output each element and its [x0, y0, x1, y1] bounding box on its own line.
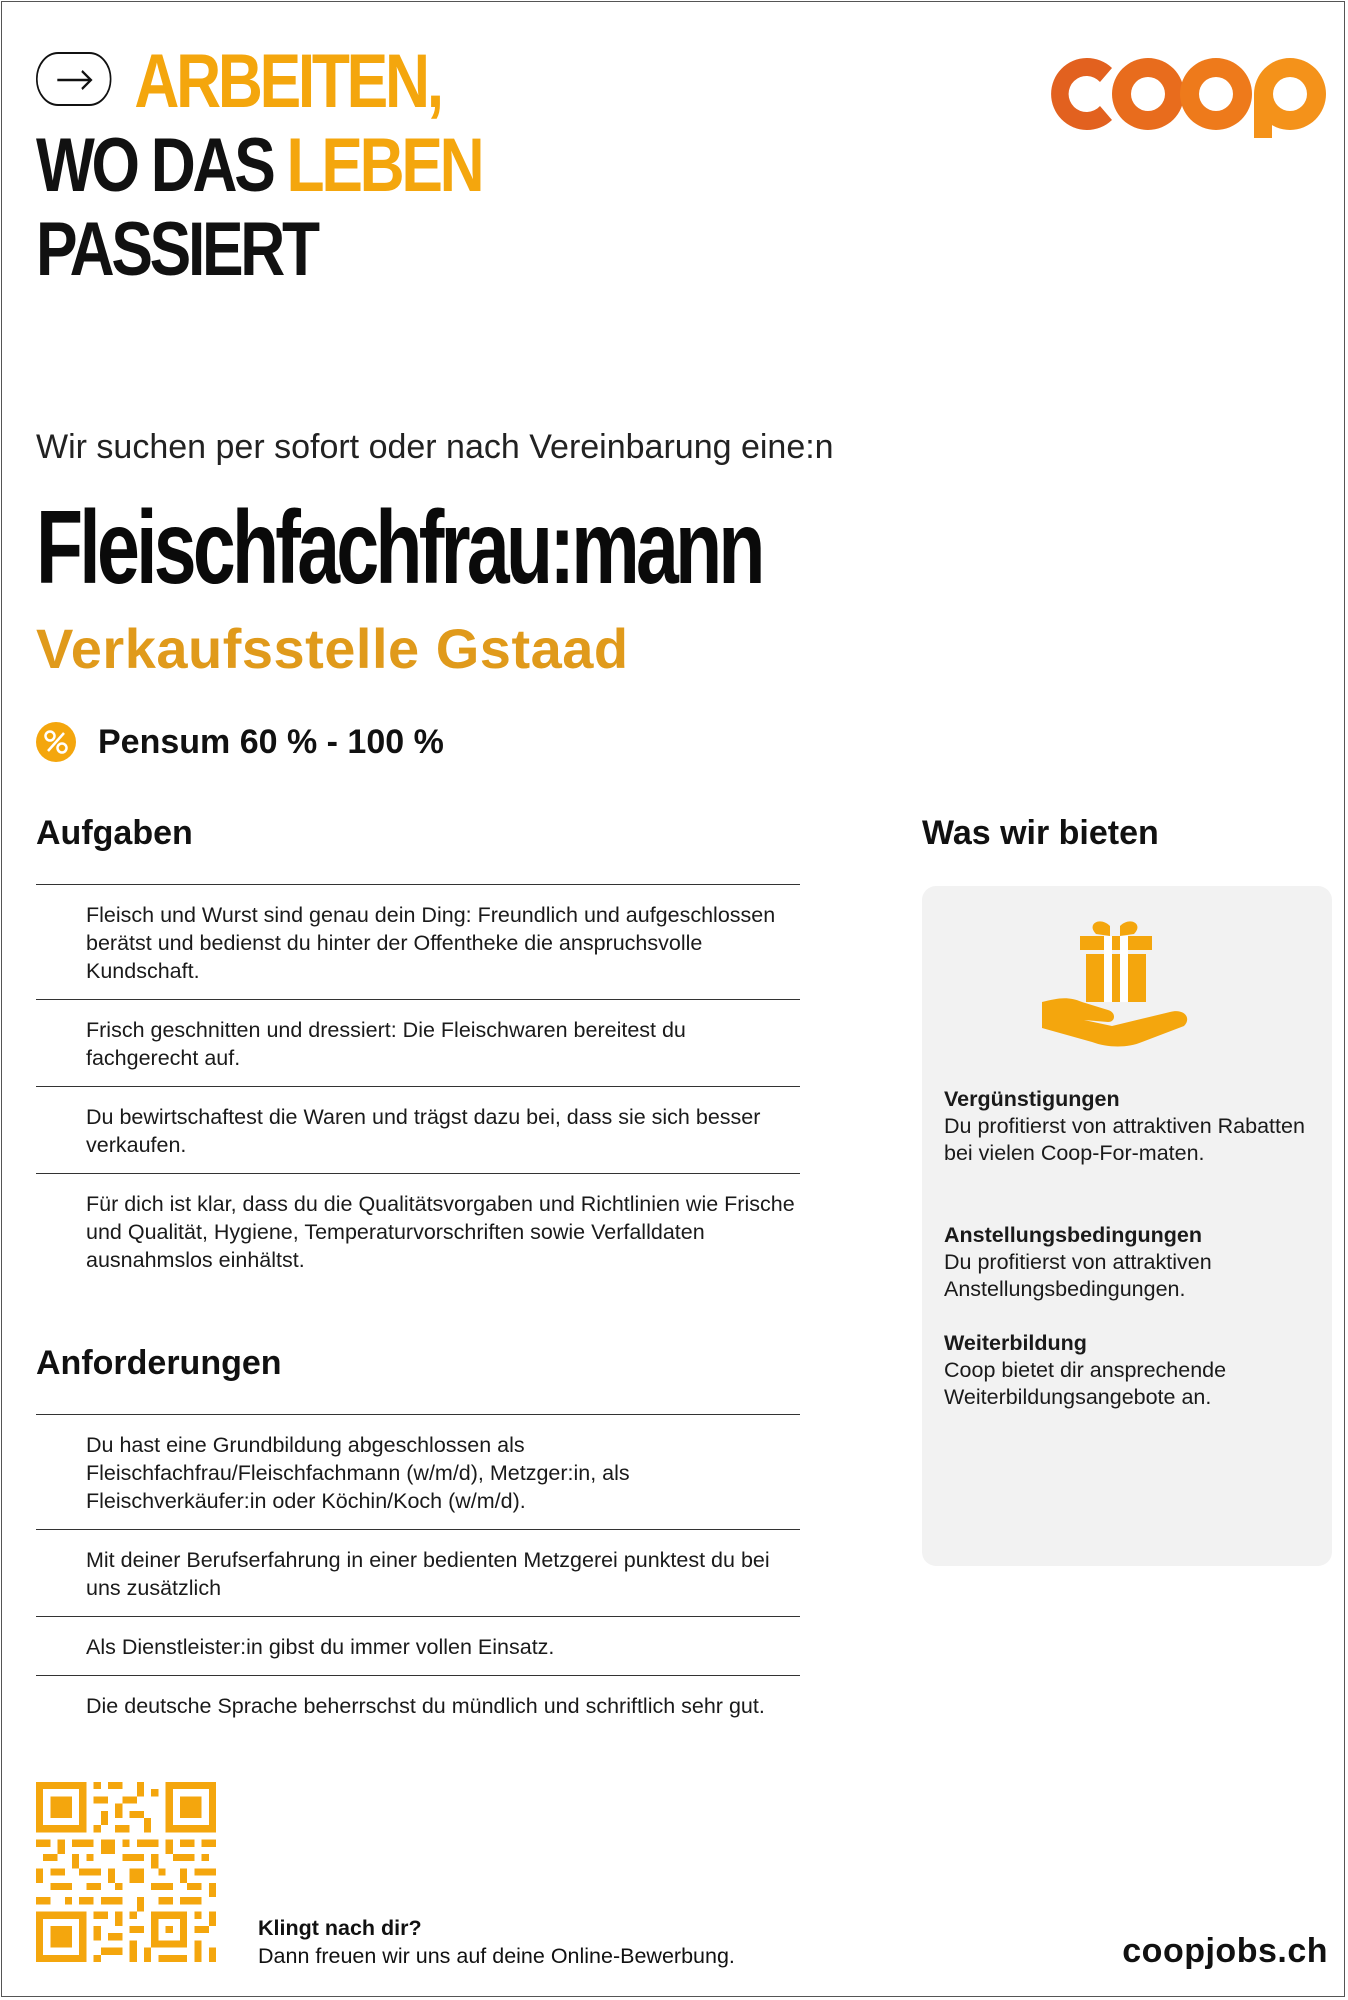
benefit-item: [944, 1222, 1314, 1303]
list-item: Die deutsche Sprache beherrschst du mündlich und schriftlich sehr gut.: [36, 1675, 800, 1734]
benefit-item: [944, 1330, 1314, 1411]
gift-hand-icon: [1038, 918, 1198, 1050]
cta-text: Dann freuen wir uns auf deine Online-Bewerbung.: [258, 1944, 735, 1968]
list-item: Frisch geschnitten und dressiert: Die Fleischwaren bereitest du fachgerecht auf.: [36, 999, 800, 1086]
tasks-heading: Aufgaben: [36, 814, 193, 852]
call-to-action: [258, 1914, 735, 1970]
benefits-panel: [922, 886, 1332, 1566]
slogan-line-3: PASSIERT: [36, 207, 317, 292]
slogan: [36, 40, 579, 292]
list-item: Fleisch und Wurst sind genau dein Ding: Freundlich und aufgeschlossen berätst und bedienst du hinter der Offentheke die anspruchsvolle Kundschaft.: [36, 884, 800, 999]
job-location: Verkaufsstelle Gstaad: [36, 617, 629, 680]
benefit-title: Vergünstigungen: [944, 1087, 1120, 1111]
requirements-heading: Anforderungen: [36, 1344, 282, 1382]
website-link[interactable]: coopjobs.ch: [1122, 1932, 1328, 1970]
benefit-text: Du profitierst von attraktiven Anstellungsbedingungen.: [944, 1250, 1212, 1301]
arrow-right-icon: [56, 68, 94, 92]
list-item: Du bewirtschaftest die Waren und trägst dazu bei, dass sie sich besser verkaufen.: [36, 1086, 800, 1173]
list-item: Für dich ist klar, dass du die Qualitätsvorgaben und Richtlinien wie Frische und Qualität, Hygiene, Temperaturvorschriften sowie Verfalldaten ausnahmslos einhältst.: [36, 1173, 800, 1288]
slogan-line-2a: WO DAS: [36, 123, 287, 208]
percent-icon: [36, 722, 76, 762]
qr-code[interactable]: [36, 1782, 216, 1962]
coop-logo: [1040, 40, 1340, 140]
list-item: Als Dienstleister:in gibst du immer vollen Einsatz.: [36, 1616, 800, 1675]
pensum-row: [36, 722, 444, 762]
benefit-text: Du profitierst von attraktiven Rabatten bei vielen Coop-For-maten.: [944, 1114, 1305, 1165]
tasks-list: [36, 884, 800, 1288]
benefit-title: Weiterbildung: [944, 1331, 1087, 1355]
slogan-line-1: ARBEITEN,: [134, 39, 441, 124]
intro-text: Wir suchen per sofort oder nach Vereinbarung eine:n: [36, 428, 834, 466]
list-item: Du hast eine Grundbildung abgeschlossen als Fleischfachfrau/Fleischfachmann (w/m/d), Metzger:in, als Fleischverkäufer:in oder Köchin/Koch (w/m/d).: [36, 1414, 800, 1529]
job-title: Fleischfachfrau:mann: [36, 490, 762, 606]
slogan-line-2b: LEBEN: [286, 123, 482, 208]
pensum-label: Pensum 60 % - 100 %: [98, 722, 444, 761]
benefit-text: Coop bietet dir ansprechende Weiterbildungsangebote an.: [944, 1358, 1227, 1409]
requirements-list: [36, 1414, 800, 1734]
benefit-title: Anstellungsbedingungen: [944, 1223, 1202, 1247]
benefit-item: [944, 1086, 1314, 1167]
offer-heading: Was wir bieten: [922, 814, 1159, 852]
list-item: Mit deiner Berufserfahrung in einer bedienten Metzgerei punktest du bei uns zusätzlich: [36, 1529, 800, 1616]
cta-title: Klingt nach dir?: [258, 1916, 422, 1940]
arrow-button[interactable]: [36, 52, 111, 106]
